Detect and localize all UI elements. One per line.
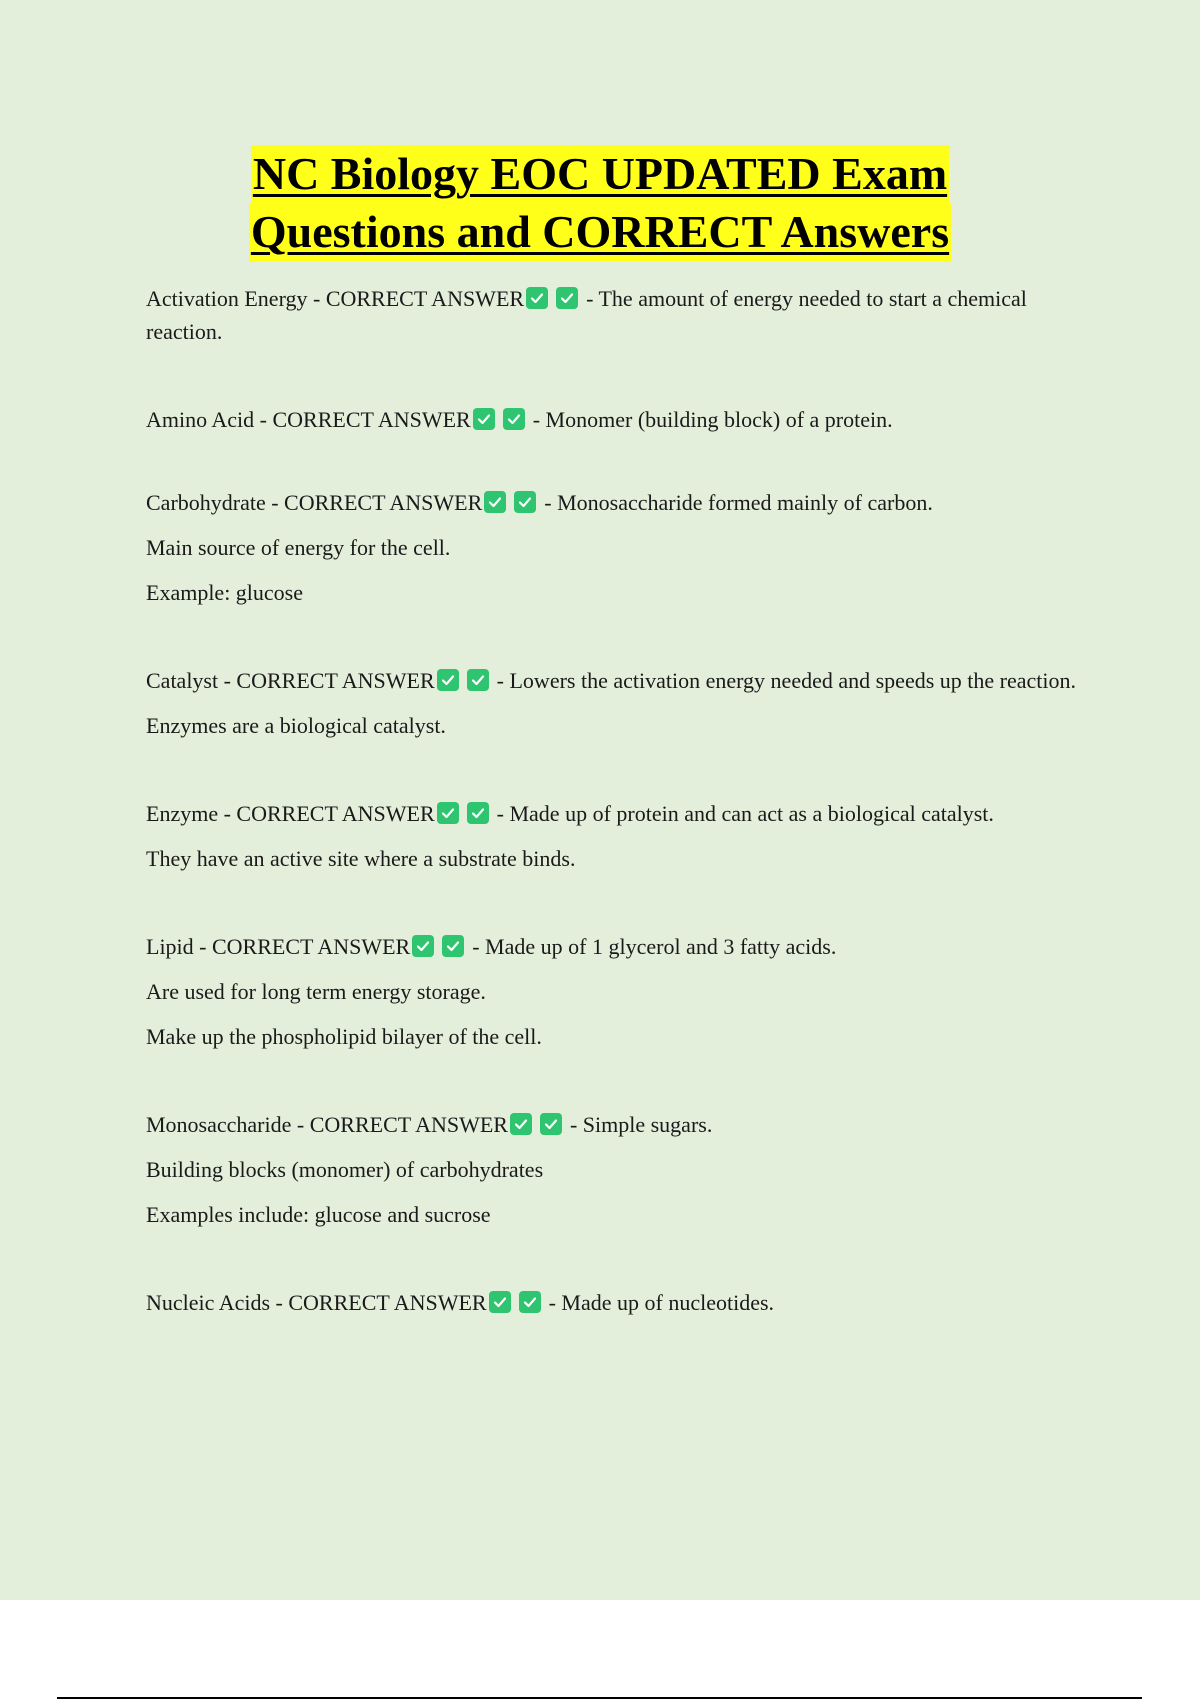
check-mark-icon bbox=[473, 408, 495, 430]
entry-term: Catalyst bbox=[146, 668, 219, 693]
correct-answer-label: - CORRECT ANSWER bbox=[193, 934, 411, 959]
entry-extra-line: They have an active site where a substrate binds. bbox=[146, 846, 576, 871]
entry-answer: - Monomer (building block) of a protein. bbox=[532, 407, 893, 432]
entry-answer: - Monosaccharide formed mainly of carbon. bbox=[544, 490, 933, 515]
check-mark-icon bbox=[484, 491, 506, 513]
footer-divider bbox=[57, 1697, 1142, 1699]
check-mark-icon bbox=[514, 491, 536, 513]
entry-extra-line: Examples include: glucose and sucrose bbox=[146, 1202, 491, 1227]
correct-answer-label: - CORRECT ANSWER bbox=[270, 1290, 487, 1315]
entry-answer: - Made up of 1 glycerol and 3 fatty acids. bbox=[472, 934, 837, 959]
entry-term: Carbohydrate bbox=[146, 490, 266, 515]
check-marks bbox=[473, 407, 533, 432]
title-line-2: Questions and CORRECT Answers bbox=[249, 203, 951, 261]
entry-term: Activation Energy bbox=[146, 286, 308, 311]
entry-definition-line bbox=[146, 1108, 1086, 1141]
check-marks bbox=[437, 801, 497, 826]
check-mark-icon bbox=[540, 1113, 562, 1135]
entry-extra-line: Make up the phospholipid bilayer of the cell. bbox=[146, 1024, 542, 1049]
check-mark-icon bbox=[519, 1291, 541, 1313]
check-mark-icon bbox=[526, 287, 548, 309]
entry-answer: - Made up of protein and can act as a biological catalyst. bbox=[496, 801, 994, 826]
entry-definition-line bbox=[146, 403, 1086, 436]
entry-answer: - The amount of energy needed to start a chemical reaction. bbox=[146, 286, 1027, 344]
entry-definition-line bbox=[146, 797, 1086, 830]
flashcard-entry bbox=[146, 1286, 1086, 1319]
check-marks bbox=[437, 668, 497, 693]
check-marks bbox=[526, 286, 586, 311]
entry-answer: - Made up of nucleotides. bbox=[548, 1290, 775, 1315]
entry-extra-line: Are used for long term energy storage. bbox=[146, 979, 486, 1004]
entry-definition-line bbox=[146, 664, 1086, 697]
entry-term: Lipid bbox=[146, 934, 194, 959]
title-line-1: NC Biology EOC UPDATED Exam bbox=[251, 145, 949, 203]
check-mark-icon bbox=[503, 408, 525, 430]
correct-answer-label: - CORRECT ANSWER bbox=[265, 490, 483, 515]
entry-term: Nucleic Acids bbox=[146, 1290, 271, 1315]
entry-answer: - Simple sugars. bbox=[569, 1112, 713, 1137]
correct-answer-label: - CORRECT ANSWER bbox=[307, 286, 525, 311]
check-mark-icon bbox=[489, 1291, 511, 1313]
flashcard-entry bbox=[146, 664, 1086, 742]
check-mark-icon bbox=[556, 287, 578, 309]
check-marks bbox=[510, 1112, 570, 1137]
correct-answer-label: - CORRECT ANSWER bbox=[218, 801, 435, 826]
entry-extra-line: Enzymes are a biological catalyst. bbox=[146, 713, 446, 738]
flashcard-entry bbox=[146, 403, 1086, 436]
document-title bbox=[0, 145, 1200, 261]
entry-list bbox=[146, 282, 1086, 1319]
flashcard-entry bbox=[146, 1108, 1086, 1231]
entry-extra-line: Example: glucose bbox=[146, 580, 304, 605]
entry-definition-line bbox=[146, 486, 1086, 519]
entry-definition-line bbox=[146, 930, 1086, 963]
check-marks bbox=[489, 1290, 549, 1315]
check-mark-icon bbox=[442, 935, 464, 957]
entry-definition-line bbox=[146, 1286, 1086, 1319]
correct-answer-label: - CORRECT ANSWER bbox=[218, 668, 435, 693]
check-mark-icon bbox=[467, 802, 489, 824]
entry-term: Amino Acid bbox=[146, 407, 255, 432]
check-mark-icon bbox=[412, 935, 434, 957]
entry-term: Enzyme bbox=[146, 801, 219, 826]
check-mark-icon bbox=[467, 669, 489, 691]
check-marks bbox=[412, 934, 472, 959]
correct-answer-label: - CORRECT ANSWER bbox=[291, 1112, 508, 1137]
flashcard-entry bbox=[146, 797, 1086, 875]
flashcard-entry bbox=[146, 930, 1086, 1053]
entry-term: Monosaccharide bbox=[146, 1112, 292, 1137]
check-mark-icon bbox=[437, 669, 459, 691]
check-mark-icon bbox=[510, 1113, 532, 1135]
check-marks bbox=[484, 490, 544, 515]
entry-definition-line bbox=[146, 282, 1086, 348]
entry-answer: - Lowers the activation energy needed and speeds up the reaction. bbox=[496, 668, 1076, 693]
flashcard-entry bbox=[146, 282, 1086, 348]
correct-answer-label: - CORRECT ANSWER bbox=[254, 407, 471, 432]
entry-extra-line: Building blocks (monomer) of carbohydrates bbox=[146, 1157, 544, 1182]
flashcard-entry bbox=[146, 486, 1086, 609]
entry-extra-line: Main source of energy for the cell. bbox=[146, 535, 451, 560]
check-mark-icon bbox=[437, 802, 459, 824]
